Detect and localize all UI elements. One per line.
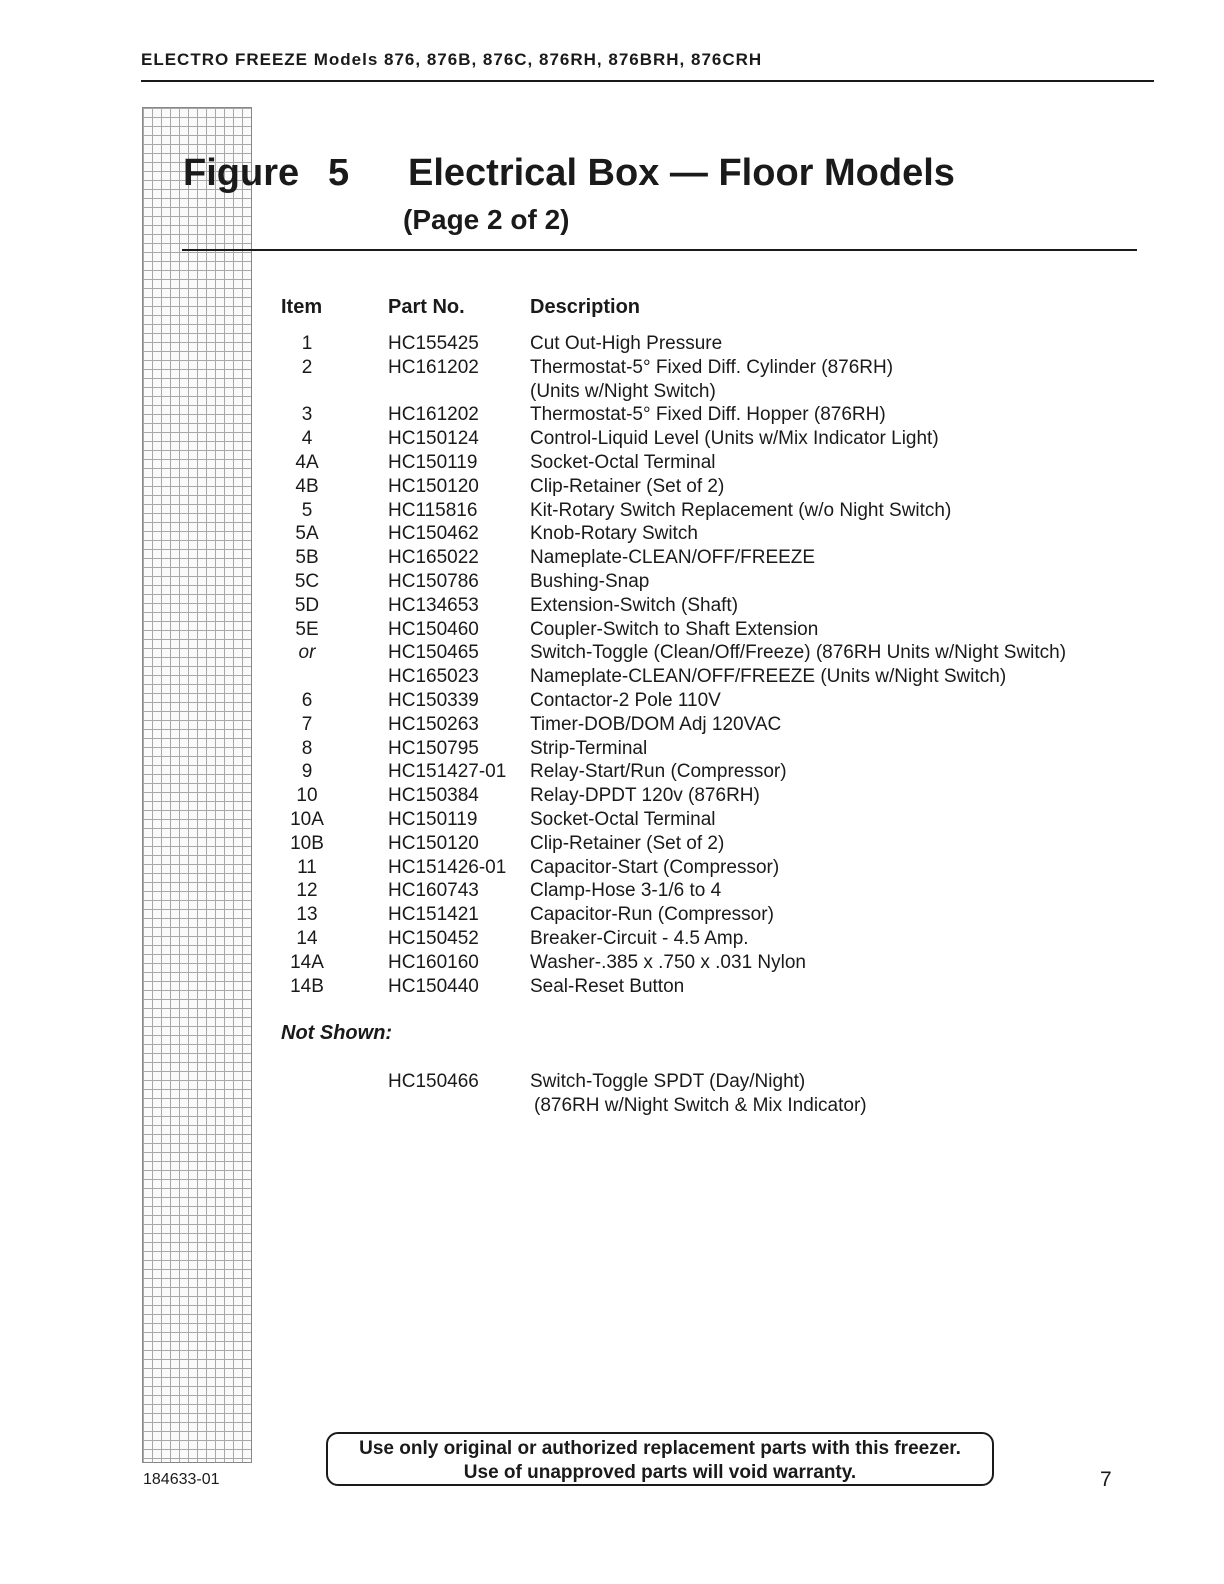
part-no-cell: HC161202 [388, 356, 479, 378]
part-no-cell: HC150384 [388, 785, 479, 807]
document-header: ELECTRO FREEZE Models 876, 876B, 876C, 876RH, 876BRH, 876CRH [141, 50, 763, 69]
part-no-cell: HC151421 [388, 904, 479, 926]
table-row [0, 476, 1224, 500]
part-no-cell: HC161202 [388, 404, 479, 426]
not-shown-part-no: HC150466 [388, 1071, 479, 1092]
description-cell: Control-Liquid Level (Units w/Mix Indicator Light) [530, 428, 939, 450]
table-row [0, 952, 1224, 976]
table-row [0, 333, 1224, 357]
description-cell: Capacitor-Start (Compressor) [530, 856, 780, 878]
table-row [0, 714, 1224, 738]
table-row [0, 928, 1224, 952]
description-cell: Coupler-Switch to Shaft Extension [530, 618, 819, 640]
description-cell: Washer-.385 x .750 x .031 Nylon [530, 951, 806, 973]
table-row [0, 547, 1224, 571]
part-no-cell: HC165023 [388, 666, 479, 688]
table-row [0, 619, 1224, 643]
part-no-cell: HC151427-01 [388, 761, 507, 783]
item-cell: 4A [295, 451, 319, 473]
item-cell: 8 [301, 737, 313, 759]
item-cell: 6 [301, 689, 313, 711]
table-row [0, 666, 1224, 690]
column-header-part-no: Part No. [388, 296, 465, 318]
table-row [0, 357, 1224, 381]
figure-number: 5 [328, 152, 350, 194]
item-cell: 2 [301, 356, 313, 378]
part-no-cell: HC150795 [388, 737, 479, 759]
item-cell: 14B [290, 975, 324, 997]
part-no-cell: HC150119 [388, 451, 478, 473]
description-cell: Thermostat-5° Fixed Diff. Cylinder (876RH) [530, 356, 894, 378]
table-row [0, 404, 1224, 428]
description-cell: Contactor-2 Pole 110V [530, 689, 721, 711]
notice-line-1: Use only original or authorized replacement parts with this freezer. [359, 1438, 961, 1459]
item-cell: 5 [301, 499, 313, 521]
not-shown-label: Not Shown: [281, 1022, 393, 1044]
description-cell: Clamp-Hose 3-1/6 to 4 [530, 880, 722, 902]
item-cell: 7 [301, 713, 313, 735]
part-no-cell: HC150263 [388, 713, 479, 735]
description-cell: Nameplate-CLEAN/OFF/FREEZE (Units w/Night Switch) [530, 666, 1007, 688]
item-cell: 10 [296, 785, 318, 807]
table-row [0, 690, 1224, 714]
part-no-cell: HC151426-01 [388, 856, 507, 878]
description-cell: Breaker-Circuit - 4.5 Amp. [530, 927, 749, 949]
figure-subtitle: (Page 2 of 2) [403, 204, 570, 235]
part-no-cell: HC150465 [388, 642, 479, 664]
item-cell: 4 [301, 428, 313, 450]
part-no-cell: HC150120 [388, 832, 479, 854]
item-cell: 5A [295, 523, 319, 545]
table-row [0, 642, 1224, 666]
item-cell: 3 [301, 404, 313, 426]
title-rule [182, 249, 1137, 251]
part-no-cell: HC115816 [388, 499, 478, 521]
part-no-cell: HC160160 [388, 951, 479, 973]
table-row [0, 738, 1224, 762]
part-no-cell: HC160743 [388, 880, 479, 902]
description-cell: Capacitor-Run (Compressor) [530, 904, 774, 926]
description-cell: Knob-Rotary Switch [530, 523, 698, 545]
description-cell: Bushing-Snap [530, 570, 650, 592]
description-cell: Strip-Terminal [530, 737, 648, 759]
part-no-cell: HC155425 [388, 333, 479, 354]
part-no-cell: HC150460 [388, 618, 479, 640]
not-shown-description: Switch-Toggle SPDT (Day/Night) [530, 1071, 806, 1092]
table-row [0, 428, 1224, 452]
item-cell: 4B [295, 475, 319, 497]
item-cell: 11 [297, 856, 317, 878]
figure-title: Electrical Box — Floor Models [408, 152, 955, 194]
description-cell: Seal-Reset Button [530, 975, 685, 997]
warranty-notice [326, 1432, 994, 1486]
description-cell: Kit-Rotary Switch Replacement (w/o Night Switch) [530, 499, 952, 521]
part-no-cell: HC150339 [388, 689, 479, 711]
description-cell: Thermostat-5° Fixed Diff. Hopper (876RH) [530, 404, 886, 426]
column-header-description: Description [530, 296, 641, 318]
table-row [0, 761, 1224, 785]
item-cell: 5E [295, 618, 319, 640]
part-no-cell: HC150462 [388, 523, 479, 545]
table-row [0, 785, 1224, 809]
item-cell: 5D [294, 594, 320, 616]
item-cell: 9 [301, 761, 313, 783]
table-row [0, 857, 1224, 881]
description-cell: Relay-Start/Run (Compressor) [530, 761, 787, 783]
part-no-cell: HC150120 [388, 475, 479, 497]
table-row [0, 500, 1224, 524]
part-no-cell: HC150452 [388, 927, 479, 949]
description-cell: Cut Out-High Pressure [530, 333, 723, 354]
part-no-cell: HC150440 [388, 975, 479, 997]
item-cell: 13 [296, 904, 318, 926]
column-header-item: Item [281, 296, 323, 318]
item-cell: 10B [290, 832, 324, 854]
description-cell: (Units w/Night Switch) [530, 380, 716, 402]
table-row [0, 571, 1224, 595]
description-cell: Nameplate-CLEAN/OFF/FREEZE [530, 547, 816, 569]
not-shown-description-cont: (876RH w/Night Switch & Mix Indicator) [534, 1095, 867, 1116]
part-no-cell: HC165022 [388, 547, 479, 569]
table-row [0, 833, 1224, 857]
document-number: 184633-01 [143, 1471, 220, 1488]
table-row [0, 381, 1224, 405]
table-row [0, 523, 1224, 547]
table-row [0, 809, 1224, 833]
table-row [0, 976, 1224, 1000]
parts-list [0, 333, 1224, 999]
item-cell: 14A [290, 951, 324, 973]
table-row [0, 904, 1224, 928]
description-cell: Socket-Octal Terminal [530, 808, 716, 830]
description-cell: Timer-DOB/DOM Adj 120VAC [530, 713, 782, 735]
notice-line-2: Use of unapproved parts will void warranty. [463, 1462, 857, 1483]
table-row [0, 595, 1224, 619]
description-cell: Clip-Retainer (Set of 2) [530, 475, 725, 497]
figure-label: Figure [183, 152, 300, 194]
item-cell: 14 [296, 927, 318, 949]
header-rule [141, 80, 1154, 82]
description-cell: Relay-DPDT 120v (876RH) [530, 785, 760, 807]
item-cell: 12 [296, 880, 318, 902]
item-cell: or [298, 642, 316, 664]
description-cell: Clip-Retainer (Set of 2) [530, 832, 725, 854]
part-no-cell: HC150124 [388, 428, 479, 450]
table-row [0, 452, 1224, 476]
item-cell: 5C [294, 570, 320, 592]
description-cell: Extension-Switch (Shaft) [530, 594, 739, 616]
page-number: 7 [1100, 1468, 1112, 1491]
item-cell: 10A [290, 808, 324, 830]
item-cell: 5B [295, 547, 319, 569]
part-no-cell: HC150119 [388, 808, 478, 830]
part-no-cell: HC134653 [388, 594, 479, 616]
description-cell: Socket-Octal Terminal [530, 451, 716, 473]
item-cell: 1 [301, 333, 313, 354]
description-cell: Switch-Toggle (Clean/Off/Freeze) (876RH Units w/Night Switch) [530, 642, 1067, 664]
table-row [0, 880, 1224, 904]
part-no-cell: HC150786 [388, 570, 479, 592]
